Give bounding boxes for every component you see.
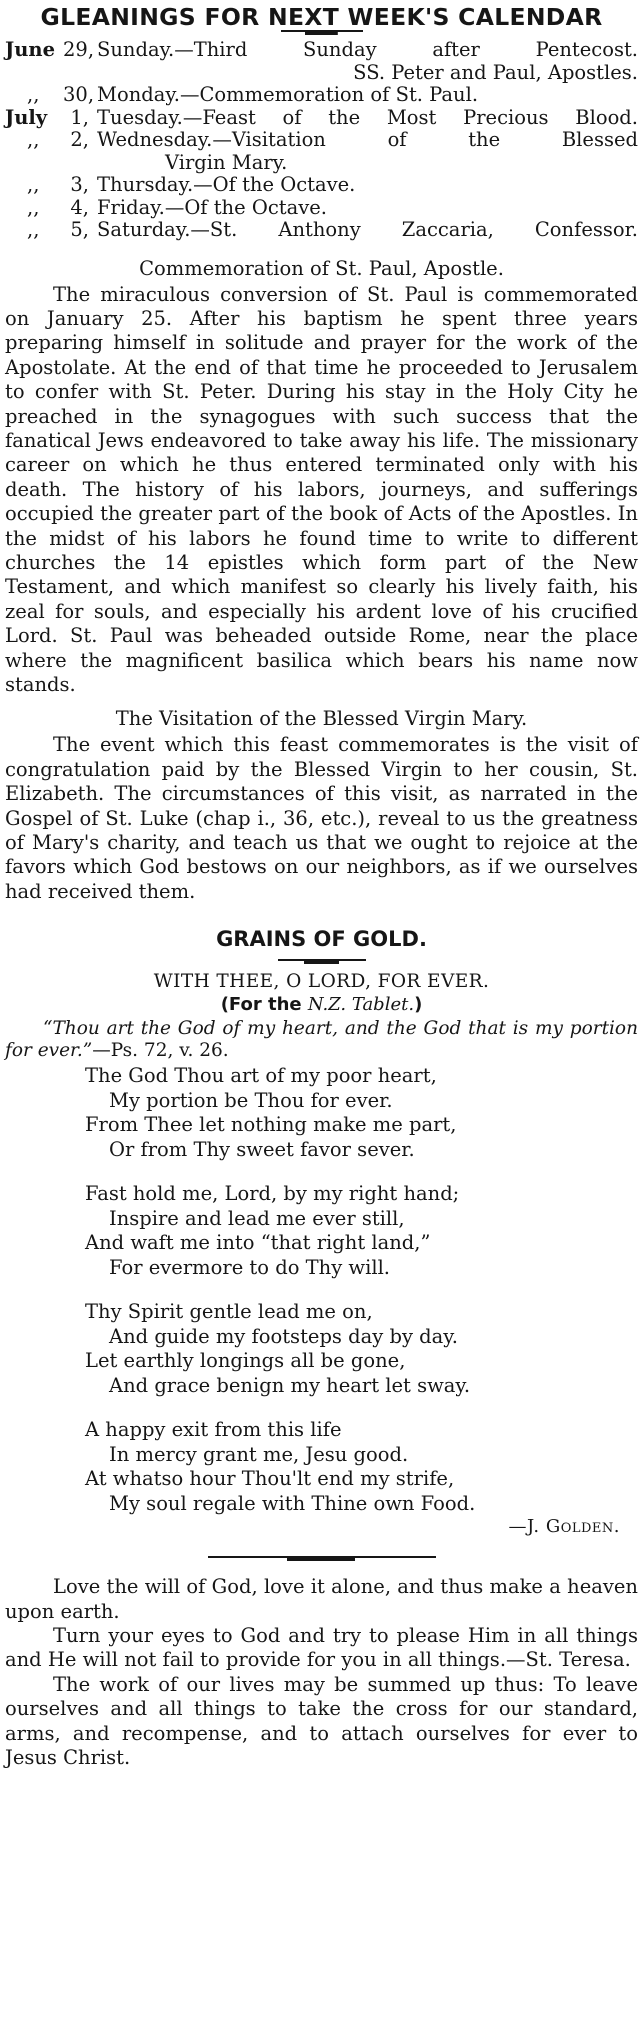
calendar-entry [5,129,638,152]
quote-paragraph: Love the will of God, love it alone, and thus make a heaven upon earth. [5,1575,638,1623]
signature-dash: —J. [508,1516,546,1538]
calendar-day: 3, [70,173,89,196]
epigraph-reference: —Ps. 72, v. 26. [92,1040,229,1062]
calendar-text-continued: Virgin Mary. [165,150,288,174]
calendar-month: June [5,38,55,61]
ornamental-rule [208,1555,436,1561]
calendar-list [5,39,638,242]
calendar-entry [5,174,638,197]
calendar-text: Friday.—Of the Octave. [97,195,327,219]
calendar-day: 5, [70,218,89,241]
calendar-entry [5,219,638,242]
poem-subtitle [5,994,638,1016]
ornamental-rule [278,958,366,964]
ditto-mark: ,, [27,195,40,219]
poem-line: Or from Thy sweet favor sever. [109,1137,415,1161]
poem-line: From Thee let nothing make me part, [85,1113,457,1137]
calendar-text: Saturday.—St. Anthony Zaccaria, Confessor. [97,218,638,241]
calendar-text-continued: SS. Peter and Paul, Apostles. [353,60,638,84]
visitation-paragraph: The event which this feast commemorates is the visit of congratulation paid by the Blessed Virgin to her cousin, St. Elizabeth. The circumstances of this visit, as narrated in the Gospel of St. Luke (chap i., 36, etc.), reveal to us the greatness of Mary's charity, and teach us that we ought to rejoice at the favors which God bestows on our neighbors, as if we ourselves had received them. [5,733,638,903]
calendar-month: July [5,105,48,129]
poem-epigraph [5,1018,638,1062]
calendar-text: Wednesday.—Visitation of the Blessed [97,128,638,151]
calendar-entry [5,107,638,130]
section-subheading: The Visitation of the Blessed Virgin Mary. [115,707,528,731]
calendar-entry [5,39,638,62]
poem-stanza [85,1300,638,1398]
poem-signature [5,1516,638,1537]
calendar-day: 30, [63,83,95,106]
poem-line: And grace benign my heart let sway. [109,1373,471,1397]
section-subheading: Commemoration of St. Paul, Apostle. [139,256,504,280]
poem-line: A happy exit from this life [85,1418,342,1442]
poem-subtitle-text: ) [414,994,423,1016]
poem-line: Fast hold me, Lord, by my right hand; [85,1182,460,1206]
calendar-text: Sunday.—Third Sunday after Pentecost. [97,38,638,61]
calendar-heading: GLEANINGS FOR NEXT WEEK'S CALENDAR [40,3,603,31]
calendar-text: Monday.—Commemoration of St. Paul. [97,83,479,106]
poem-line: Let earthly longings all be gone, [85,1349,406,1373]
quote-paragraph: Turn your eyes to God and try to please Him in all things and He will not fail to provide for you in all things.—St. Teresa. [5,1624,638,1672]
poem-stanza [85,1418,638,1516]
poem-stanza [85,1064,638,1162]
calendar-day: 29, [63,38,95,61]
poem-title: WITH THEE, O LORD, FOR EVER. [153,971,490,993]
calendar-day: 2, [70,128,89,151]
poem-line: And guide my footsteps day by day. [109,1324,458,1348]
quote-paragraph: The work of our lives may be summed up thus: To leave ourselves and all things to take the cross for our standard, arms, and recompense, and to attach ourselves for ever to Jesus Christ. [5,1672,638,1770]
grains-heading: GRAINS OF GOLD. [216,927,427,952]
poem-line: My portion be Thou for ever. [109,1088,393,1112]
poem-line: The God Thou art of my poor heart, [85,1064,437,1088]
poem-line: For evermore to do Thy will. [109,1255,391,1279]
calendar-entry [5,197,638,220]
poem-line: And waft me into “that right land,” [85,1231,431,1255]
ditto-mark: ,, [27,128,40,151]
poem-subtitle-text: (For the [220,994,308,1016]
calendar-text: Tuesday.—Feast of the Most Precious Blood. [97,105,638,129]
poem-stanza [85,1182,638,1280]
ditto-mark: ,, [27,218,40,241]
poem-line: My soul regale with Thine own Food. [109,1491,476,1515]
calendar-day: 4, [70,195,89,219]
quotes-section [5,1575,638,1770]
epigraph-text: “Thou art the God of my heart, and the God that is my portion for ever.” [5,1018,638,1062]
poem-line: Inspire and lead me ever still, [109,1206,405,1230]
poem-subtitle-publication: N.Z. Tablet. [307,994,415,1016]
poem-line: Thy Spirit gentle lead me on, [85,1300,373,1324]
poem-line: In mercy grant me, Jesu good. [109,1442,409,1466]
calendar-text: Thursday.—Of the Octave. [97,173,356,196]
calendar-entry [5,84,638,107]
st-paul-paragraph: The miraculous conversion of St. Paul is commemorated on January 25. After his baptism he spent three years preparing himself in solitude and prayer for the work of the Apostolate. At the end of that time he proceeded to Jerusalem to confer with St. Peter. During his stay in the Holy City he preached in the synagogues with such success that the fanatical Jews endeavored to take away his life. The missionary career on which he thus entered terminated only with his death. The history of his labors, journeys, and sufferings occupied the greater part of the book of Acts of the Apostles. In the midst of his labors he found time to write to different churches the 14 epistles which form part of the New Testament, and which manifest so clearly his lively faith, his zeal for souls, and especially his ardent love of his crucified Lord. St. Paul was beheaded outside Rome, near the place where the magnificent basilica which bears his name now stands. [5,282,638,696]
calendar-day: 1, [70,105,89,129]
ditto-mark: ,, [27,173,40,196]
signature-name: Golden. [545,1516,620,1538]
ditto-mark: ,, [27,83,40,106]
poem-line: At whatso hour Thou'lt end my strife, [85,1467,455,1491]
